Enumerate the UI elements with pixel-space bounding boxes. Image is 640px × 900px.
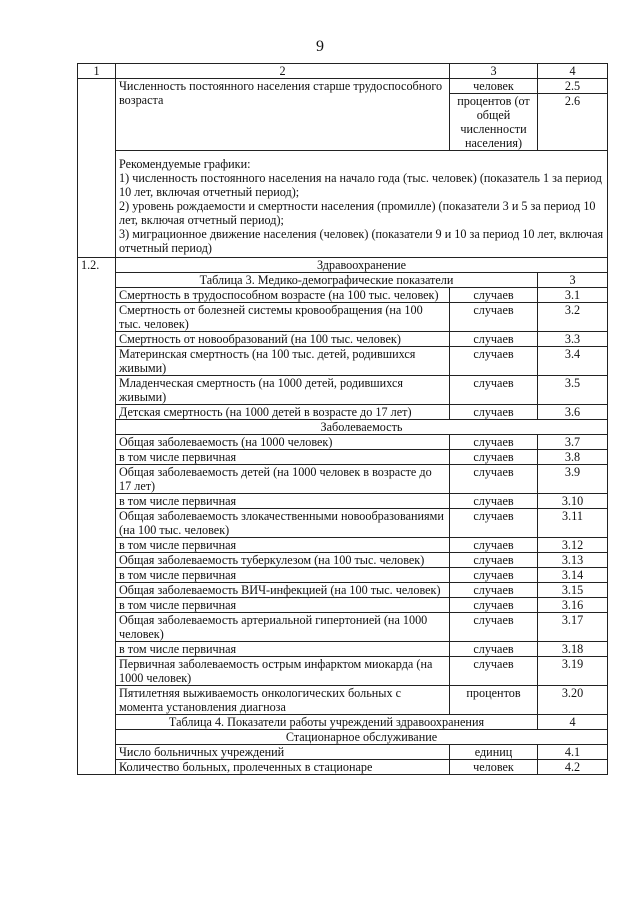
indicators-table-body (78, 64, 608, 775)
indicators-table (77, 63, 608, 775)
indicator-cell: Смертность от болезней системы кровообращения (на 100 тыс. человек) (116, 303, 450, 332)
code-cell: 4.1 (538, 745, 608, 760)
code-cell: 3.2 (538, 303, 608, 332)
unit-cell: случаев (450, 405, 538, 420)
code-cell: 2.6 (538, 94, 608, 151)
indicator-cell: Общая заболеваемость туберкулезом (на 100 тыс. человек) (116, 553, 450, 568)
indicator-cell: Пятилетняя выживаемость онкологических больных с момента установления диагноза (116, 686, 450, 715)
column-number-row (78, 64, 608, 79)
indicator-cell: Общая заболеваемость злокачественными новообразованиями (на 100 тыс. человек) (116, 509, 450, 538)
indicator-cell: Первичная заболеваемость острым инфарктом миокарда (на 1000 человек) (116, 657, 450, 686)
column-number-3: 3 (450, 64, 538, 79)
unit-cell: случаев (450, 657, 538, 686)
recommended-chart-item: 2) уровень рождаемости и смертности населения (промилле) (показатели 3 и 5 за период 10 лет, включая отчетный период); (119, 199, 596, 227)
indicator-cell: в том числе первичная (116, 568, 450, 583)
code-cell: 3.4 (538, 347, 608, 376)
code-cell: 3.5 (538, 376, 608, 405)
indicator-cell: Материнская смертность (на 100 тыс. детей, родившихся живыми) (116, 347, 450, 376)
indicator-cell: в том числе первичная (116, 642, 450, 657)
code-cell: 3.20 (538, 686, 608, 715)
column-number-1: 1 (78, 64, 116, 79)
unit-cell: случаев (450, 598, 538, 613)
table-row (78, 450, 608, 465)
recommended-chart-item: 3) миграционное движение населения (человек) (показатели 9 и 10 за период 10 лет, включая отчетный период) (119, 227, 604, 255)
recommended-charts-title: Рекомендуемые графики: (119, 157, 251, 171)
table-row (78, 347, 608, 376)
indicator-cell: Общая заболеваемость артериальной гипертонией (на 1000 человек) (116, 613, 450, 642)
unit-cell: случаев (450, 376, 538, 405)
unit-cell: случаев (450, 347, 538, 376)
indicator-cell: Общая заболеваемость (на 1000 человек) (116, 435, 450, 450)
indicator-cell: Число больничных учреждений (116, 745, 450, 760)
code-cell: 3.10 (538, 494, 608, 509)
inpatient-title-row (78, 730, 608, 745)
table-row (78, 657, 608, 686)
table-row (78, 760, 608, 775)
table3-title: Таблица 3. Медико-демографические показатели (116, 273, 538, 288)
table-row (78, 583, 608, 598)
unit-cell: случаев (450, 465, 538, 494)
code-cell: 3.3 (538, 332, 608, 347)
inpatient-title: Стационарное обслуживание (116, 730, 608, 745)
section-title: Здравоохранение (116, 258, 608, 273)
table-row (78, 642, 608, 657)
table-row (78, 745, 608, 760)
column-number-4: 4 (538, 64, 608, 79)
code-cell: 4.2 (538, 760, 608, 775)
recommended-charts-row (78, 151, 608, 258)
indicator-cell: Смертность от новообразований (на 100 тыс. человек) (116, 332, 450, 347)
table-row (78, 435, 608, 450)
table3-title-row (78, 273, 608, 288)
unit-cell: случаев (450, 509, 538, 538)
table4-title-row (78, 715, 608, 730)
code-cell: 3.16 (538, 598, 608, 613)
code-cell: 3.7 (538, 435, 608, 450)
table4-title: Таблица 4. Показатели работы учреждений здравоохранения (116, 715, 538, 730)
code-cell: 3.15 (538, 583, 608, 598)
table-row (78, 598, 608, 613)
code-cell: 2.5 (538, 79, 608, 94)
unit-cell: случаев (450, 332, 538, 347)
unit-cell: случаев (450, 553, 538, 568)
unit-cell: случаев (450, 494, 538, 509)
unit-cell: случаев (450, 613, 538, 642)
table-row (78, 568, 608, 583)
table4-title-code: 4 (538, 715, 608, 730)
unit-cell: случаев (450, 642, 538, 657)
unit-cell: человек (450, 760, 538, 775)
column-number-2: 2 (116, 64, 450, 79)
indicator-cell: Количество больных, пролеченных в стационаре (116, 760, 450, 775)
table-row (78, 538, 608, 553)
unit-cell: процентов (от общей численности населения) (450, 94, 538, 151)
table-row (78, 303, 608, 332)
unit-cell: случаев (450, 303, 538, 332)
indicator-cell: в том числе первичная (116, 598, 450, 613)
code-cell: 3.1 (538, 288, 608, 303)
code-cell: 3.13 (538, 553, 608, 568)
table3-code: 3 (538, 273, 608, 288)
unit-cell: случаев (450, 450, 538, 465)
indicator-cell: Младенческая смертность (на 1000 детей, родившихся живыми) (116, 376, 450, 405)
table-row (78, 288, 608, 303)
indicator-cell: в том числе первичная (116, 494, 450, 509)
code-cell: 3.17 (538, 613, 608, 642)
code-cell: 3.14 (538, 568, 608, 583)
indicator-cell: Численность постоянного населения старше трудоспособного возраста (116, 79, 450, 151)
page-number: 9 (316, 38, 324, 55)
table-row (78, 79, 608, 94)
code-cell: 3.8 (538, 450, 608, 465)
unit-cell: случаев (450, 568, 538, 583)
morbidity-title-row (78, 420, 608, 435)
indicator-cell: Общая заболеваемость детей (на 1000 человек в возрасте до 17 лет) (116, 465, 450, 494)
morbidity-title: Заболеваемость (116, 420, 608, 435)
table-row (78, 509, 608, 538)
table-row (78, 686, 608, 715)
table-row (78, 613, 608, 642)
indicator-cell: Детская смертность (на 1000 детей в возрасте до 17 лет) (116, 405, 450, 420)
unit-cell: случаев (450, 583, 538, 598)
unit-cell: человек (450, 79, 538, 94)
code-cell: 3.12 (538, 538, 608, 553)
unit-cell: случаев (450, 288, 538, 303)
unit-cell: случаев (450, 435, 538, 450)
code-cell: 3.9 (538, 465, 608, 494)
code-cell: 3.11 (538, 509, 608, 538)
table-row (78, 553, 608, 568)
table-row (78, 465, 608, 494)
row-number-cell (78, 79, 116, 258)
indicator-cell: в том числе первичная (116, 450, 450, 465)
code-cell: 3.6 (538, 405, 608, 420)
unit-cell: процентов (450, 686, 538, 715)
table-row (78, 376, 608, 405)
table-row (78, 405, 608, 420)
section-row (78, 258, 608, 273)
indicator-cell: Смертность в трудоспособном возрасте (на 100 тыс. человек) (116, 288, 450, 303)
section-number: 1.2. (78, 258, 116, 775)
indicator-cell: Общая заболеваемость ВИЧ-инфекцией (на 100 тыс. человек) (116, 583, 450, 598)
unit-cell: единиц (450, 745, 538, 760)
recommended-charts-cell (116, 151, 608, 258)
code-cell: 3.19 (538, 657, 608, 686)
indicator-cell: в том числе первичная (116, 538, 450, 553)
code-cell: 3.18 (538, 642, 608, 657)
table-row (78, 494, 608, 509)
table-row (78, 332, 608, 347)
unit-cell: случаев (450, 538, 538, 553)
recommended-chart-item: 1) численность постоянного населения на начало года (тыс. человек) (показатель 1 за период 10 лет, включая отчетный период); (119, 171, 602, 199)
